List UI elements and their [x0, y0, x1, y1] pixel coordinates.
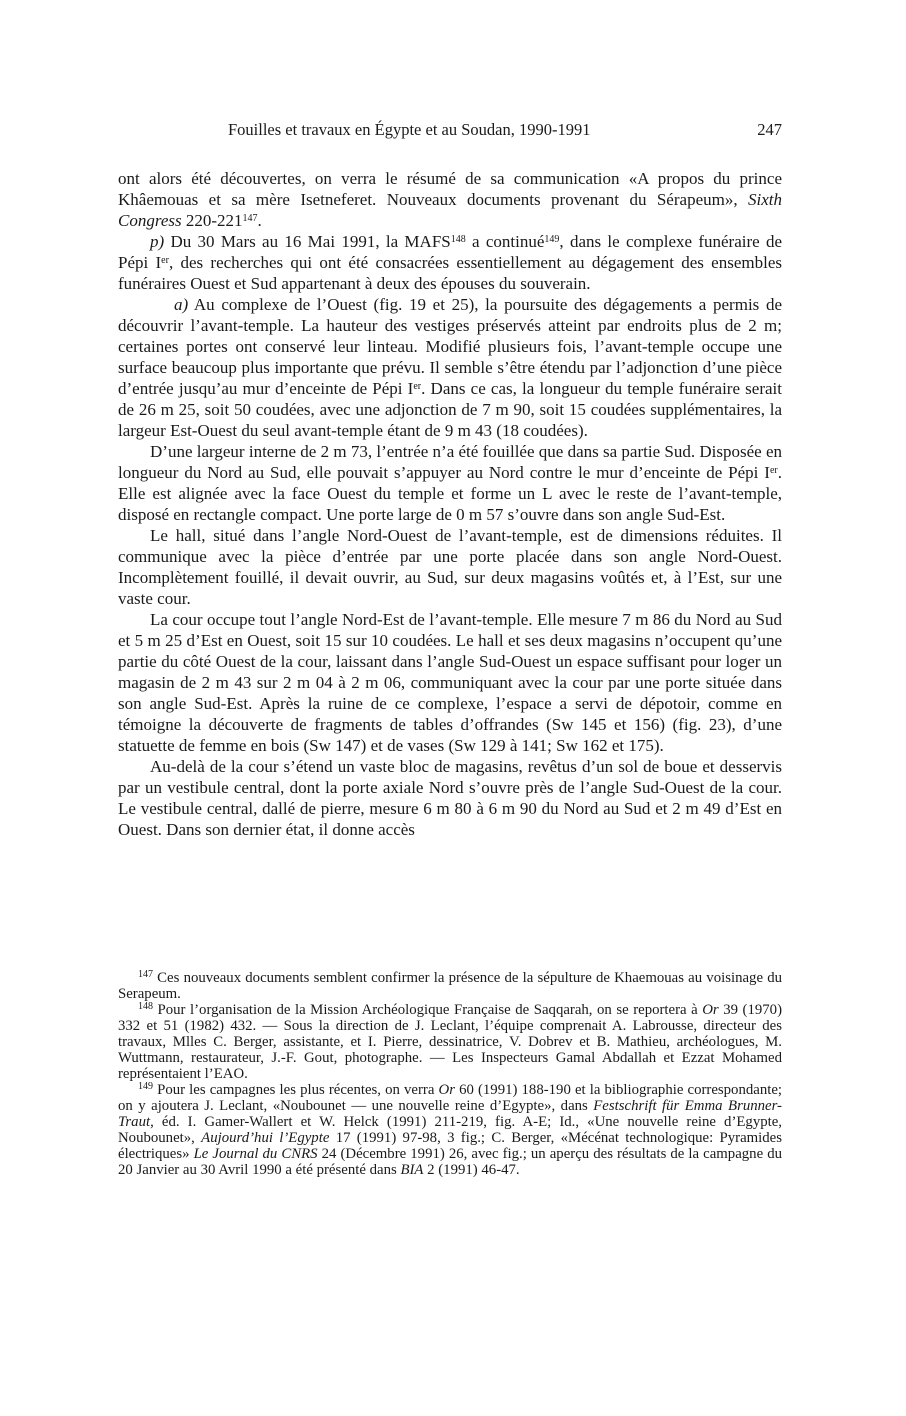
journal-abbrev-or: Or: [438, 1082, 455, 1098]
paragraph-p: p) Du 30 Mars au 16 Mai 1991, la MAFS$^{148}$ a continué$^{149}$, dans le complexe funéraire de Pépi Ier, des recherches qui ont été consacrées essentiellement au dégagement des ensembles funéraires Ouest et Sud appartenant à deux des épouses du souverain.: [118, 232, 782, 293]
cited-title: Sixth Congress: [118, 190, 782, 230]
paragraph-cour: La cour occupe tout l’angle Nord-Est de l’avant-temple. Elle mesure 7 m 86 du Nord au Sud et 5 m 25 d’Est en Ouest, soit 15 sur 10 coudées. Le hall et ses deux magasins n’occupent qu’une partie du côté Ouest de la cour, laissant dans l’angle Sud-Ouest un espace suffisant pour loger un magasin de 2 m 43 sur 2 m 04 à 2 m 06, communiquant avec la cour par une porte située dans son angle Sud-Est. Après la ruine de ce complexe, l’espace a servi de dépotoir, comme en témoigne la découverte de fragments de tables d’offrandes (Sw 145 et 156) (fig. 23), d’une statuette de femme en bois (Sw 147) et de vases (Sw 129 à 141; Sw 162 et 175).: [118, 610, 782, 755]
footnote-number: 147: [138, 969, 153, 980]
cited-title: Festschrift für Emma Brunner-Traut: [118, 1098, 782, 1130]
footnotes: [118, 970, 782, 1178]
paragraph-entree: D’une largeur interne de 2 m 73, l’entrée n’a été fouillée que dans sa partie Sud. Disposée en longueur du Nord au Sud, elle pouvait s’appuyer au Nord contre le mur d’enceinte de Pépi Ier. Elle est alignée avec la face Ouest du temple et forme un L avec le reste de l’avant-temple, disposé en rectangle compact. Une porte large de 0 m 57 s’ouvre dans son angle Sud-Est.: [118, 442, 782, 524]
footnote-ref-147[interactable]: 147: [242, 213, 258, 224]
paragraph-a: a) Au complexe de l’Ouest (fig. 19 et 25), la poursuite des dégagements a permis de découvrir l’avant-temple. La hauteur des vestiges préservés atteint par endroits plus de 2 m; certaines portes ont conservé leur linteau. Modifié plusieurs fois, l’avant-temple occupe une surface beaucoup plus importante que prévu. Il semble s’être étendu par l’adjonction d’une pièce d’entrée jusqu’au mur d’enceinte de Pépi Ier. Dans ce cas, la longueur du temple funéraire serait de 26 m 25, soit 50 coudées, avec une adjonction de 7 m 90, soit 15 coudées supplémentaires, la largeur Est-Ouest du seul avant-temple étant de 9 m 43 (18 coudées).: [118, 295, 782, 440]
footnote-ref-148[interactable]: 148: [450, 234, 466, 245]
section-label-a: a): [174, 295, 189, 314]
ordinal-superscript: er: [769, 465, 778, 476]
ordinal-superscript: er: [413, 381, 422, 392]
body-text: [118, 168, 782, 840]
footnote-147: $^{147}$ Ces nouveaux documents semblent confirmer la présence de la sépulture de Khaemouas au voisinage du Serapeum.: [118, 969, 782, 1002]
paragraph-magasins: Au-delà de la cour s’étend un vaste bloc de magasins, revêtus d’un sol de boue et desservis par un vestibule central, dont la porte axiale Nord s’ouvre près de l’angle Sud-Ouest de la cour. Le vestibule central, dallé de pierre, mesure 6 m 80 à 6 m 90 du Nord au Sud et 2 m 49 d’Est en Ouest. Dans son dernier état, il donne accès: [118, 757, 782, 839]
cited-title: Le Journal du CNRS: [193, 1146, 318, 1162]
paragraph-hall: Le hall, situé dans l’angle Nord-Ouest de l’avant-temple, est de dimensions réduites. Il communique avec la pièce d’entrée par une porte placée dans son angle Nord-Ouest. Incomplètement fouillé, il devait ouvrir, au Sud, sur deux magasins voûtés et, à l’Est, sur une vaste cour.: [118, 526, 782, 608]
journal-abbrev-or: Or: [702, 1002, 719, 1018]
page-number: 247: [757, 120, 782, 139]
running-head: Fouilles et travaux en Égypte et au Soudan, 1990-1991: [228, 120, 591, 139]
paragraph-continuation: ont alors été découvertes, on verra le résumé de sa communication «A propos du prince Khâemouas et sa mère Isetneferet. Nouveaux documents provenant du Sérapeum», Sixth Congress $220-221^{147}$.: [118, 169, 782, 230]
cited-title: Aujourd’hui l’Egypte: [201, 1130, 330, 1146]
page-header: [118, 120, 782, 142]
journal-abbrev-bia: BIA: [400, 1162, 424, 1178]
footnote-149: $^{149}$ Pour les campagnes les plus récentes, on verra Or 60 (1991) 188-190 et la bibliographie correspondante; on y ajoutera J. Leclant, «Noubounet — une nouvelle reine d’Egypte», dans Festschrift für Emma Brunner-Traut, éd. I. Gamer-Wallert et W. Helck (1991) 211-219, fig. A-E; Id., «Une nouvelle reine d’Egypte, Noubounet», Aujourd’hui l’Egypte 17 (1991) 97-98, 3 fig.; C. Berger, «Mécénat technologique: Pyramides électriques» Le Journal du CNRS 24 (Décembre 1991) 26, avec fig.; un aperçu des résultats de la campagne du 20 Janvier au 30 Avril 1990 a été présenté dans BIA 2 (1991) 46-47.: [118, 1081, 783, 1178]
footnote-number: 149: [138, 1081, 153, 1092]
section-label-p: p): [150, 232, 165, 251]
footnote-ref-149[interactable]: 149: [544, 234, 560, 245]
ordinal-superscript: er: [161, 255, 169, 266]
footnote-number: 148: [138, 1001, 153, 1012]
footnote-148: $^{148}$ Pour l’organisation de la Mission Archéologique Française de Saqqarah, on se reportera à Or 39 (1970) 332 et 51 (1982) 432. — Sous la direction de J. Leclant, l’équipe comprenait A. Labrousse, directeur des travaux, Mlles C. Berger, assistante, et I. Pierre, dessinatrice, V. Dobrev et B. Mathieu, archéologues, M. Wuttmann, restaurateur, J.-F. Gout, photographe. — Les Inspecteurs Gamal Abdallah et Ezzat Mohamed représentaient l’EAO.: [118, 1001, 782, 1082]
